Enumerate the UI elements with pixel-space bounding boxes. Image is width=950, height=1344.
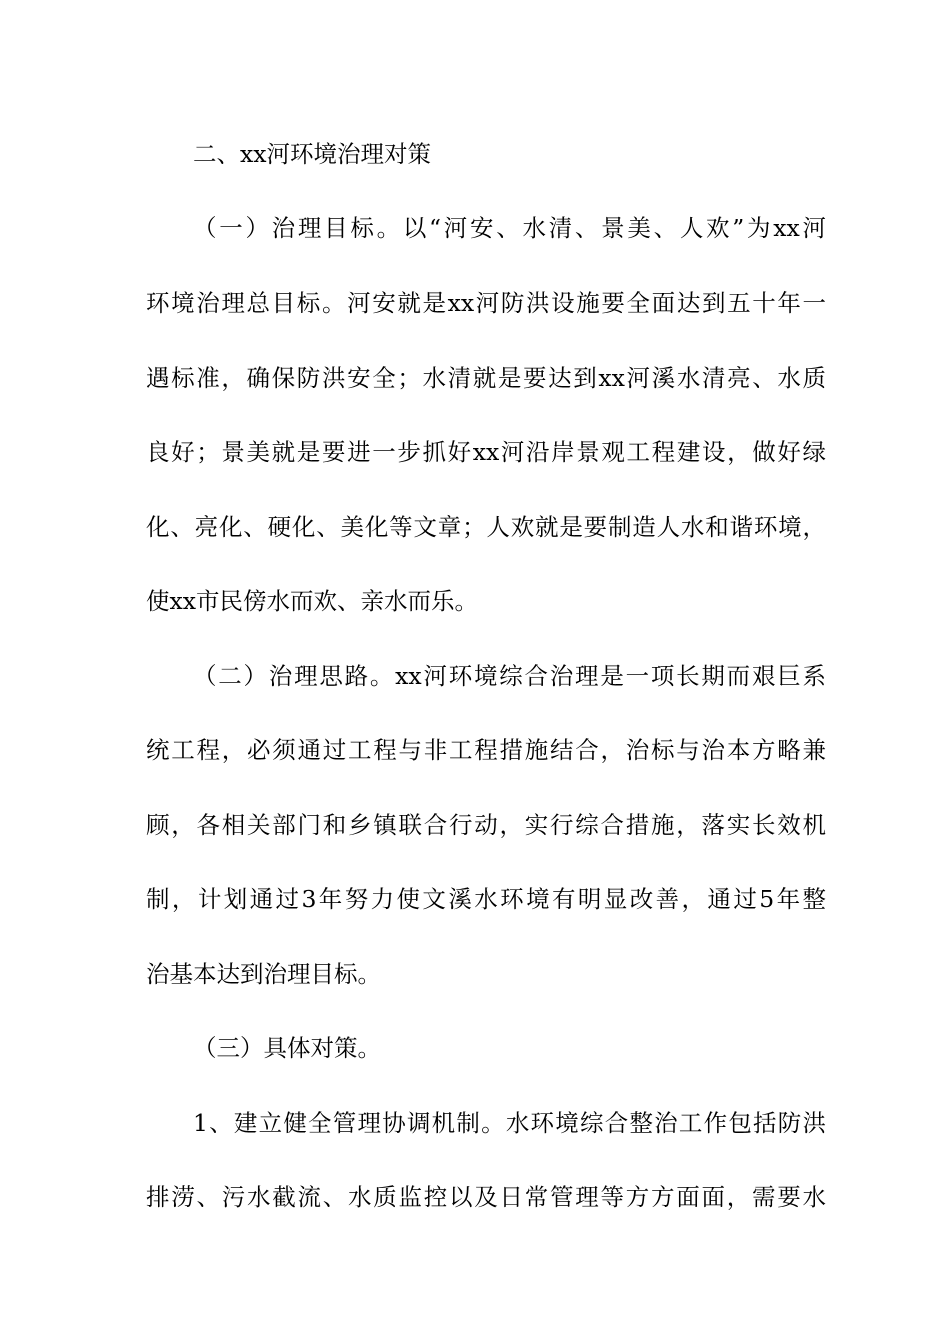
paragraph-line: 使xx市民傍水而欢、亲水而乐。 [146, 587, 479, 615]
paragraph-line: 治基本达到治理目标。 [146, 960, 381, 988]
subsection-heading: （三）具体对策。 [193, 1034, 381, 1062]
paragraph-line: 遇标准，确保防洪安全；水清就是要达到xx河溪水清亮、水质 [146, 364, 826, 392]
paragraph-line: 排涝、污水截流、水质监控以及日常管理等方方面面，需要水 [146, 1183, 826, 1211]
paragraph-line: 统工程，必须通过工程与非工程措施结合，治标与治本方略兼 [146, 736, 826, 764]
paragraph-line: 环境治理总目标。河安就是xx河防洪设施要全面达到五十年一 [146, 289, 826, 317]
paragraph-line: 化、亮化、硬化、美化等文章；人欢就是要制造人水和谐环境， [146, 513, 826, 541]
paragraph-line: 良好；景美就是要进一步抓好xx河沿岸景观工程建设，做好绿 [146, 438, 826, 466]
paragraph-line: （二）治理思路。xx河环境综合治理是一项长期而艰巨系 [193, 662, 826, 690]
paragraph-line: 顾，各相关部门和乡镇联合行动，实行综合措施，落实长效机 [146, 811, 826, 839]
paragraph-line: 1、建立健全管理协调机制。水环境综合整治工作包括防洪 [193, 1109, 826, 1137]
paragraph-line: 制，计划通过3年努力使文溪水环境有明显改善，通过5年整 [146, 885, 826, 913]
paragraph-line: （一）治理目标。以“河安、水清、景美、人欢”为xx河 [193, 214, 826, 242]
section-heading: 二、xx河环境治理对策 [193, 140, 432, 168]
